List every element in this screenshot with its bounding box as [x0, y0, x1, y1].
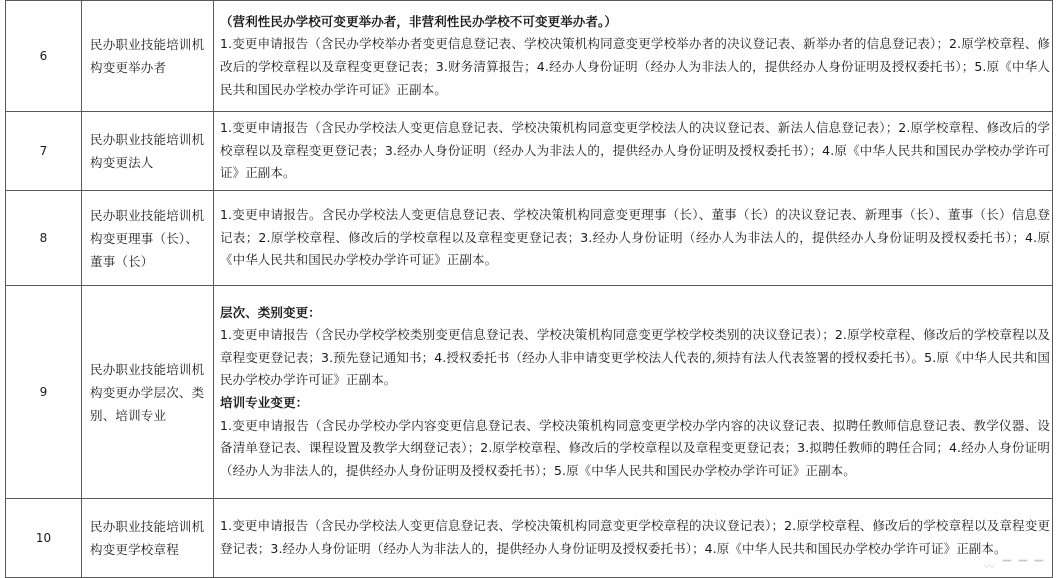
materials-text: 1.变更申请报告（含民办学校办学内容变更信息登记表、学校决策机构同意变更学校办学内容的决议登记表、拟聘任教师信息登记表、教学仪器、设备清单登记表、课程设置及教学大纲登记表）；2.原学校章程、修改后的学校章程以及章程变更登记表；3.拟聘任教师的聘任合同；4.经办人身份证明（经办人为非法人的，提供经办人身份证明及授权委托书）；5.原《中华人民共和国民办学校办学许可证》正副本。	[220, 417, 1050, 478]
table-row	[6, 112, 1053, 191]
section-heading: 层次、类别变更：	[220, 304, 321, 320]
table-row	[6, 286, 1053, 499]
materials-description	[214, 112, 1053, 191]
item-name: 民办职业技能培训机构变更学校章程	[82, 499, 214, 578]
item-name: 民办职业技能培训机构变更办学层次、类别、培训专业	[82, 286, 214, 499]
item-name: 民办职业技能培训机构变更法人	[82, 112, 214, 191]
materials-table	[5, 0, 1053, 578]
materials-description	[214, 499, 1053, 578]
table-row	[6, 1, 1053, 112]
materials-text: 1.变更申请报告（含民办学校法人变更信息登记表、学校决策机构同意变更学校法人的决议登记表、新法人信息登记表）；2.原学校章程、修改后的学校章程以及章程变更登记表；3.经办人身份证明（经办人为非法人的，提供经办人身份证明及授权委托书）；4.原《中华人民共和国民办学校办学许可证》正副本。	[220, 120, 1050, 181]
materials-text: 1.变更申请报告（含民办学校法人变更信息登记表、学校决策机构同意变更学校章程的决议登记表）；2.原学校章程、修改后的学校章程以及章程变更登记表；3.经办人身份证明（经办人为非法人的，提供经办人身份证明及授权委托书）；4.原《中华人民共和国民办学校办学许可证》正副本。	[220, 518, 1050, 556]
row-number: 6	[6, 1, 82, 112]
materials-text: 1.变更申请报告。含民办学校法人变更信息登记表、学校决策机构同意变更理事（长）、董事（长）的决议登记表、新理事（长）、董事（长）信息登记表；2.原学校章程、修改后的学校章程以及章程变更登记表；3.经办人身份证明（经办人为非法人的，提供经办人身份证明及授权委托书）；4.原《中华人民共和国民办学校办学许可证》正副本。	[220, 207, 1050, 268]
row-number: 10	[6, 499, 82, 578]
materials-text: 1.变更申请报告（含民办学校学校类别变更信息登记表、学校决策机构同意变更学校学校类别的决议登记表）；2.原学校章程、修改后的学校章程以及章程变更登记表；3.预先登记通知书；4.授权委托书（经办人非申请变更学校法人代表的,须持有法人代表签署的授权委托书）。5.原《中华人民共和国民办学校办学许可证》正副本。	[220, 327, 1050, 388]
watermark: 〰 ▔ ▔ ▔	[984, 560, 1045, 573]
item-name: 民办职业技能培训机构变更理事（长）、董事（长）	[82, 191, 214, 286]
section-heading: （营利性民办学校可变更举办者，非营利性民办学校不可变更举办者。）	[220, 13, 617, 29]
materials-description	[214, 1, 1053, 112]
row-number: 8	[6, 191, 82, 286]
row-number: 9	[6, 286, 82, 499]
materials-description	[214, 191, 1053, 286]
materials-description	[214, 286, 1053, 499]
row-number: 7	[6, 112, 82, 191]
table-row	[6, 191, 1053, 286]
item-name: 民办职业技能培训机构变更举办者	[82, 1, 214, 112]
table-row	[6, 499, 1053, 578]
materials-text: 1.变更申请报告（含民办学校举办者变更信息登记表、学校决策机构同意变更学校举办者的决议登记表、新举办者的信息登记表）；2.原学校章程、修改后的学校章程以及章程变更登记表；3.财务清算报告；4.经办人身份证明（经办人为非法人的，提供经办人身份证明及授权委托书）；5.原《中华人民共和国民办学校办学许可证》正副本。	[220, 36, 1050, 97]
section-heading: 培训专业变更：	[220, 395, 309, 410]
